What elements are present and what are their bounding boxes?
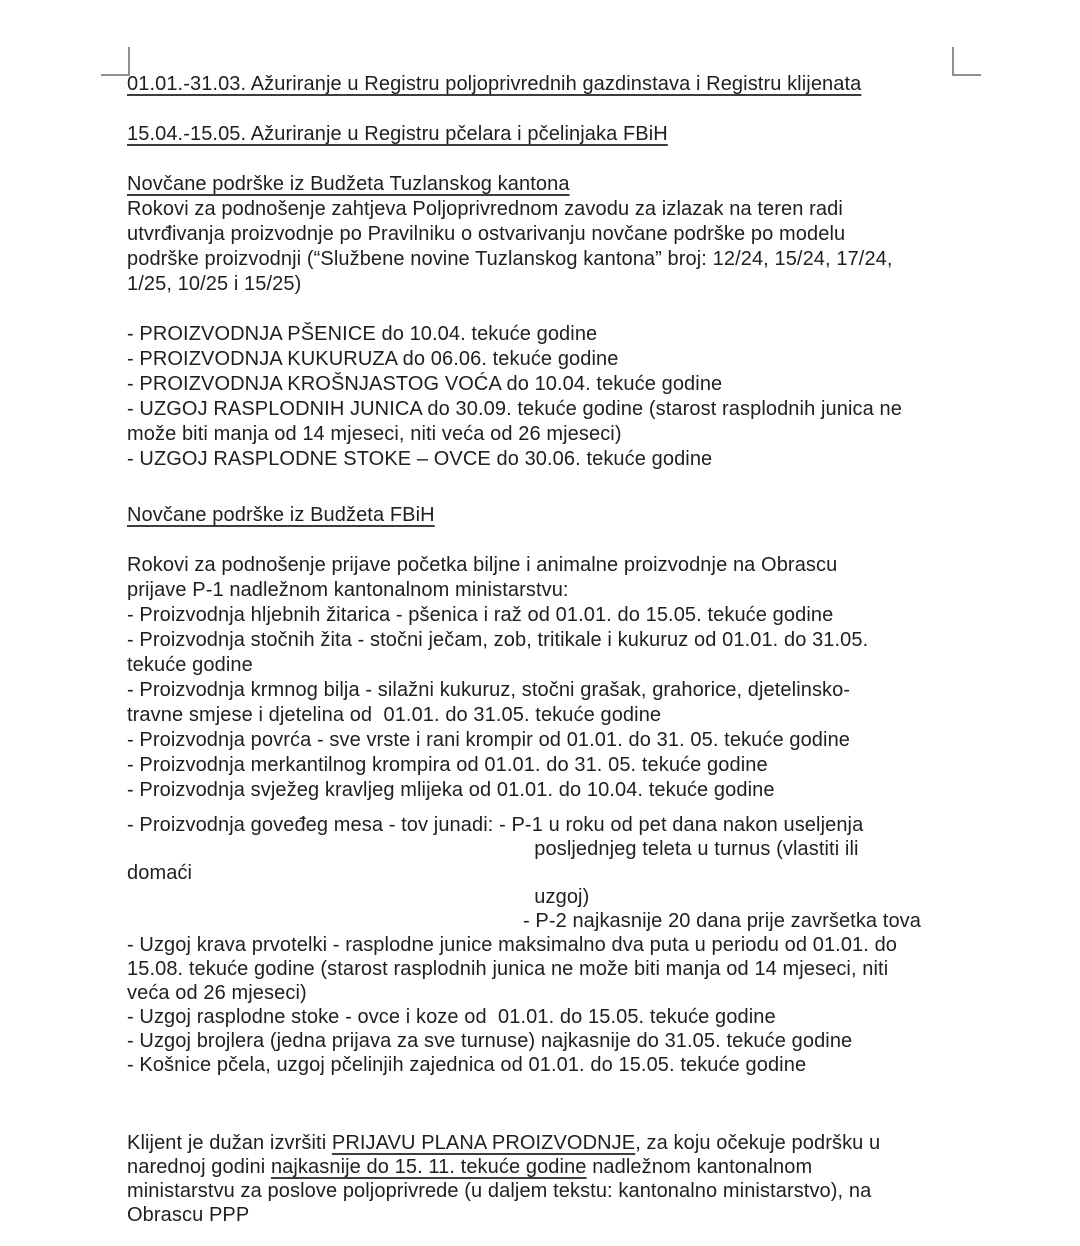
document-section-fbih-budget-continued: [127, 813, 1080, 1077]
text-line: [127, 603, 1080, 628]
text-line: [127, 322, 1080, 347]
underlined-text-run: Novčane podrške iz Budžeta Tuzlanskog kantona: [127, 173, 570, 195]
text-boundary-corner-left-mark: [101, 47, 130, 76]
blank-line: [127, 147, 1080, 172]
text-run: , za koju očekuje podršku u: [635, 1132, 881, 1154]
text-run: podrške proizvodnji (“Službene novine Tuzlanskog kantona” broj: 12/24, 15/24, 17/24,: [127, 248, 893, 270]
text-run: narednoj godini: [127, 1156, 271, 1178]
text-run: - PROIZVODNJA KROŠNJASTOG VOĆA do 10.04. tekuće godine: [127, 373, 723, 395]
text-run: - Proizvodnja stočnih žita - stočni ječam, zob, tritikale i kukuruz od 01.01. do 31.05.: [127, 629, 869, 651]
text-run: Rokovi za podnošenje zahtjeva Poljoprivrednom zavodu za izlazak na teren radi: [127, 198, 843, 220]
blank-line: [127, 97, 1080, 122]
text-line: [127, 347, 1080, 372]
text-run: - Uzgoj krava prvotelki - rasplodne junice maksimalno dva puta u periodu od 01.01. do: [127, 934, 898, 956]
text-run: uzgoj): [127, 886, 590, 908]
text-run: - Proizvodnja svježeg kravljeg mlijeka od 01.01. do 10.04. tekuće godine: [127, 779, 775, 801]
text-line: [127, 1155, 1080, 1179]
text-line: [127, 1131, 1080, 1155]
underlined-text-run: PRIJAVU PLANA PROIZVODNJE: [331, 1132, 636, 1154]
text-run: - UZGOJ RASPLODNIH JUNICA do 30.09. tekuće godine (starost rasplodnih junica ne: [127, 398, 902, 420]
text-line: [127, 678, 1080, 703]
text-line: [127, 72, 1080, 97]
underlined-text-run: najkasnije do 15. 11. tekuće godine: [270, 1156, 587, 1178]
text-line: [127, 503, 1080, 528]
underlined-text-run: Novčane podrške iz Budžeta FBiH: [127, 504, 435, 526]
text-run: - PROIZVODNJA KUKURUZA do 06.06. tekuće godine: [127, 348, 619, 370]
text-run: - UZGOJ RASPLODNE STOKE – OVCE do 30.06. tekuće godine: [127, 448, 713, 470]
text-run: ministarstvu za poslove poljoprivrede (u daljem tekstu: kantonalno ministarstvo), na: [127, 1180, 872, 1202]
text-line: [127, 578, 1080, 603]
blank-line: [127, 528, 1080, 553]
text-run: - Proizvodnja goveđeg mesa - tov junadi: - P-1 u roku od pet dana nakon useljenja: [127, 814, 864, 836]
text-line: [127, 653, 1080, 678]
text-line: [127, 933, 1080, 957]
text-line: [127, 1005, 1080, 1029]
text-line: [127, 372, 1080, 397]
document-section-production-plan-notice: [127, 1131, 1080, 1227]
text-line: [127, 172, 1080, 197]
text-run: Rokovi za podnošenje prijave početka biljne i animalne proizvodnje na Obrascu: [127, 554, 838, 576]
text-line: [127, 247, 1080, 272]
text-run: - Proizvodnja merkantilnog krompira od 01.01. do 31. 05. tekuće godine: [127, 754, 768, 776]
text-run: - PROIZVODNJA PŠENICE do 10.04. tekuće godine: [127, 323, 598, 345]
text-run: Klijent je dužan izvršiti: [127, 1132, 332, 1154]
text-run: - Košnice pčela, uzgoj pčelinjih zajednica od 01.01. do 15.05. tekuće godine: [127, 1054, 807, 1076]
text-run: - Uzgoj brojlera (jedna prijava za sve turnuse) najkasnije do 31.05. tekuće godine: [127, 1030, 853, 1052]
text-line: [127, 753, 1080, 778]
document-section-registries-and-tk-budget: [127, 72, 1080, 472]
text-line: [127, 885, 1080, 909]
text-line: [127, 1029, 1080, 1053]
text-line: [127, 813, 1080, 837]
text-line: [127, 703, 1080, 728]
text-line: [127, 837, 1080, 861]
text-line: [127, 861, 1080, 885]
text-line: [127, 553, 1080, 578]
text-line: [127, 1203, 1080, 1227]
text-run: veća od 26 mjeseci): [127, 982, 307, 1004]
text-run: 1/25, 10/25 i 15/25): [127, 273, 302, 295]
text-run: - Proizvodnja hljebnih žitarica - pšenica i raž od 01.01. do 15.05. tekuće godine: [127, 604, 834, 626]
text-line: [127, 981, 1080, 1005]
text-run: travne smjese i djetelina od 01.01. do 31.05. tekuće godine: [127, 704, 662, 726]
text-line: [127, 222, 1080, 247]
text-run: prijave P-1 nadležnom kantonalnom ministarstvu:: [127, 579, 569, 601]
text-line: [127, 447, 1080, 472]
text-line: [127, 1053, 1080, 1077]
text-run: domaći: [127, 862, 193, 884]
blank-line: [127, 297, 1080, 322]
text-run: nadležnom kantonalnom: [586, 1156, 813, 1178]
document-section-fbih-budget: [127, 503, 1080, 803]
underlined-text-run: 15.04.-15.05. Ažuriranje u Registru pčelara i pčelinjaka FBiH: [127, 123, 668, 145]
text-line: [127, 422, 1080, 447]
text-line: [127, 728, 1080, 753]
text-run: posljednjeg teleta u turnus (vlastiti ili: [127, 838, 859, 860]
underlined-text-run: 01.01.-31.03. Ažuriranje u Registru poljoprivrednih gazdinstava i Registru klijenata: [127, 73, 862, 95]
text-line: [127, 272, 1080, 297]
text-line: [127, 957, 1080, 981]
text-run: Obrascu PPP: [127, 1204, 250, 1226]
text-line: [127, 197, 1080, 222]
text-run: može biti manja od 14 mjeseci, niti veća od 26 mjeseci): [127, 423, 622, 445]
text-line: [127, 397, 1080, 422]
text-run: - Proizvodnja povrća - sve vrste i rani krompir od 01.01. do 31. 05. tekuće godine: [127, 729, 851, 751]
text-line: [127, 122, 1080, 147]
text-line: [127, 1179, 1080, 1203]
text-run: - P-2 najkasnije 20 dana prije završetka tova: [127, 910, 922, 932]
text-run: - Uzgoj rasplodne stoke - ovce i koze od 01.01. do 15.05. tekuće godine: [127, 1006, 776, 1028]
text-run: utvrđivanja proizvodnje po Pravilniku o ostvarivanju novčane podrške po modelu: [127, 223, 846, 245]
text-line: [127, 909, 1080, 933]
text-line: [127, 778, 1080, 803]
text-run: tekuće godine: [127, 654, 253, 676]
text-line: [127, 628, 1080, 653]
text-run: - Proizvodnja krmnog bilja - silažni kukuruz, stočni grašak, grahorice, djetelinsko-: [127, 679, 851, 701]
text-run: 15.08. tekuće godine (starost rasplodnih junica ne može biti manja od 14 mjeseci, niti: [127, 958, 889, 980]
